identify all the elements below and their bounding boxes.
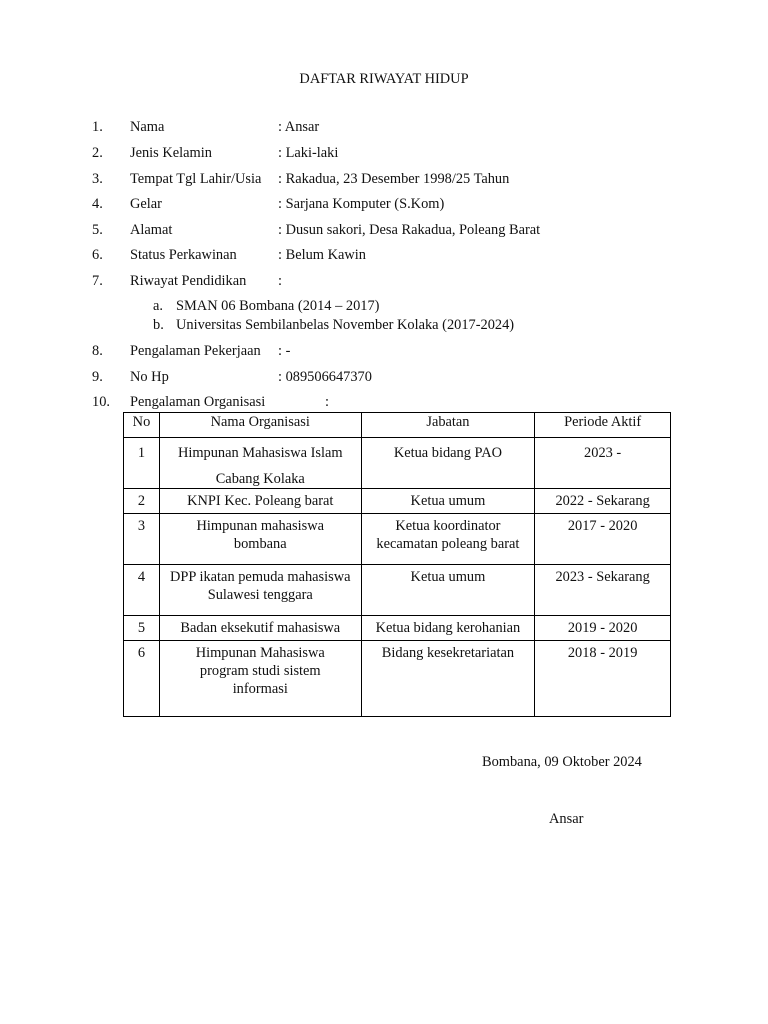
- table-cell-nama: Badan eksekutif mahasiswa: [159, 616, 361, 641]
- item-value: : -: [278, 343, 291, 359]
- item-label: No Hp: [130, 369, 169, 385]
- table-cell-nama-line: Cabang Kolaka: [215, 471, 305, 487]
- table-cell-jabatan: Ketua umum: [361, 489, 535, 514]
- item-label: Alamat: [130, 222, 173, 238]
- table-cell-jabatan: Ketua koordinator kecamatan poleang barat: [361, 514, 535, 565]
- item-number: 3.: [92, 171, 103, 187]
- table-cell-nama-line: Himpunan Mahasiswa Islam: [177, 445, 343, 461]
- education-letter: a.: [153, 298, 163, 314]
- item-number: 6.: [92, 247, 103, 263]
- table-cell-periode: 2023 -: [535, 438, 671, 489]
- item-value: :: [278, 273, 282, 289]
- table-cell-nama: Himpunan Mahasiswa program studi sistem informasi: [159, 641, 361, 717]
- item-value: : 089506647370: [278, 369, 372, 385]
- table-header-no: No: [124, 413, 160, 438]
- item-number: 8.: [92, 343, 103, 359]
- table-cell-jabatan: Ketua umum: [361, 565, 535, 616]
- table-cell-nama: [159, 438, 361, 489]
- item-label: Jenis Kelamin: [130, 145, 212, 161]
- table-cell-no: 5: [124, 616, 160, 641]
- item-number: 5.: [92, 222, 103, 238]
- table-row: [124, 489, 671, 514]
- signature-name: Ansar: [549, 811, 584, 827]
- item-label: Pengalaman Pekerjaan: [130, 343, 261, 359]
- item-label: Tempat Tgl Lahir/Usia: [130, 171, 262, 187]
- table-cell-periode: 2019 - 2020: [535, 616, 671, 641]
- item-label: Status Perkawinan: [130, 247, 237, 263]
- table-cell-nama: KNPI Kec. Poleang barat: [159, 489, 361, 514]
- table-cell-no: 6: [124, 641, 160, 717]
- document-title: DAFTAR RIWAYAT HIDUP: [299, 71, 469, 87]
- item-number: 1.: [92, 119, 103, 135]
- table-header-nama-organisasi: Nama Organisasi: [159, 413, 361, 438]
- table-header-periode: Periode Aktif: [535, 413, 671, 438]
- table-cell-jabatan: Ketua bidang kerohanian: [361, 616, 535, 641]
- table-row: [124, 565, 671, 616]
- item-number: 4.: [92, 196, 103, 212]
- table-cell-periode: 2018 - 2019: [535, 641, 671, 717]
- item-value: : Sarjana Komputer (S.Kom): [278, 196, 445, 212]
- table-cell-nama: Himpunan mahasiswa bombana: [159, 514, 361, 565]
- education-text: Universitas Sembilanbelas November Kolaka (2017-2024): [176, 317, 515, 333]
- table-row: [124, 641, 671, 717]
- table-header-jabatan: Jabatan: [361, 413, 535, 438]
- item-label: Riwayat Pendidikan: [130, 273, 247, 289]
- item-number: 9.: [92, 369, 103, 385]
- item-value: : Dusun sakori, Desa Rakadua, Poleang Barat: [278, 222, 541, 238]
- table-cell-no: 1: [124, 438, 160, 489]
- organization-table: [123, 412, 671, 717]
- item-label: Pengalaman Organisasi: [130, 394, 266, 410]
- table-cell-no: 2: [124, 489, 160, 514]
- item-value: : Laki-laki: [278, 145, 339, 161]
- signature-place-date: Bombana, 09 Oktober 2024: [482, 754, 642, 770]
- table-row: [124, 514, 671, 565]
- table-cell-no: 3: [124, 514, 160, 565]
- item-value: :: [325, 394, 329, 410]
- table-cell-jabatan: Ketua bidang PAO: [361, 438, 535, 489]
- table-row: [124, 616, 671, 641]
- item-label: Nama: [130, 119, 165, 135]
- item-value: : Belum Kawin: [278, 247, 366, 263]
- table-cell-jabatan: Bidang kesekretariatan: [361, 641, 535, 717]
- table-cell-periode: 2022 - Sekarang: [535, 489, 671, 514]
- table-cell-no: 4: [124, 565, 160, 616]
- item-number: 7.: [92, 273, 103, 289]
- item-number: 10.: [92, 394, 110, 410]
- education-letter: b.: [153, 317, 164, 333]
- table-header-row: [124, 413, 671, 438]
- education-text: SMAN 06 Bombana (2014 – 2017): [176, 298, 380, 314]
- item-value: : Ansar: [278, 119, 320, 135]
- item-label: Gelar: [130, 196, 162, 212]
- table-cell-nama: DPP ikatan pemuda mahasiswa Sulawesi tenggara: [159, 565, 361, 616]
- table-row: [124, 438, 671, 489]
- table-cell-periode: 2017 - 2020: [535, 514, 671, 565]
- item-number: 2.: [92, 145, 103, 161]
- table-cell-periode: 2023 - Sekarang: [535, 565, 671, 616]
- item-value: : Rakadua, 23 Desember 1998/25 Tahun: [278, 171, 510, 187]
